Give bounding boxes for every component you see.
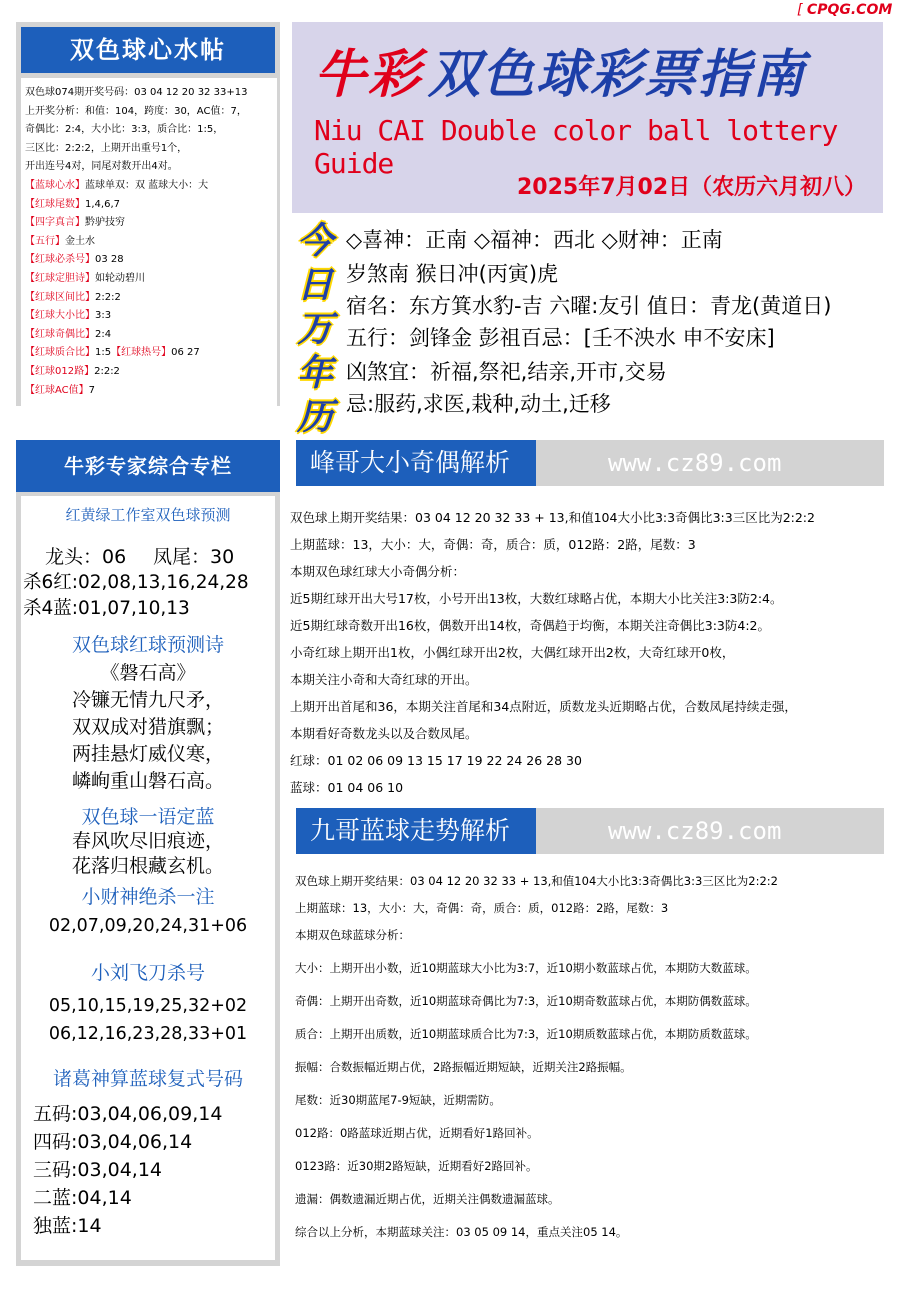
tip-value: 06 27 — [171, 347, 200, 359]
analysis-line: 近5期红球奇数开出16枚，偶数开出14枚，奇偶趋于均衡，本期关注奇偶比3:3防4:2。 — [290, 618, 771, 633]
tip-tag: 【红球热号】 — [111, 347, 172, 359]
page-title: 双色球彩票指南 — [428, 45, 807, 105]
blue-analysis-line: 质合：上期开出质数，近10期蓝球质合比为7:3，近10期质数蓝球占优，本期防质数蓝球。 — [295, 1027, 757, 1041]
almanac-line: ◇喜神：正南 ◇福神：西北 ◇财神：正南 — [346, 228, 723, 252]
almanac-title-char: 万 — [296, 309, 333, 350]
liu-lines — [21, 992, 275, 1048]
almanac-title-char: 今 — [296, 221, 333, 262]
almanac-line: 凶煞宜：祈福,祭祀,结亲,开市,交易 — [346, 360, 667, 384]
blue-phrase-heading: 双色球一语定蓝 — [81, 806, 215, 828]
blue-analysis-line: 本期双色球蓝球分析： — [295, 928, 410, 942]
analysis-line: 红球：01 02 06 09 13 15 17 19 22 24 26 28 30 — [290, 753, 582, 768]
tip-value: 2:4 — [95, 328, 112, 340]
zhuge-heading: 诸葛神算蓝球复式号码 — [52, 1068, 243, 1090]
site-tag: [ CPQG.COM — [797, 2, 893, 18]
almanac-line: 岁煞南 猴日冲(丙寅)虎 — [346, 262, 559, 286]
blue-analysis-line: 综合以上分析，本期蓝球关注：03 05 09 14，重点关注05 14。 — [295, 1225, 628, 1239]
almanac-title-char: 历 — [296, 397, 333, 438]
analysis-line: 上期蓝球：13，大小：大，奇偶：奇，质合：质，012路：2路，尾数：3 — [290, 537, 696, 552]
zhuge-lines-line: 五码:03,04,06,09,14 — [33, 1103, 223, 1125]
tip-value: 蓝球单双：双 蓝球大小：大 — [85, 179, 209, 191]
tip-line — [25, 382, 275, 401]
analysis-line: 小奇红球上期开出1枚，小偶红球开出2枚，大偶红球开出2枚，大奇红球开0枚， — [290, 645, 735, 660]
tip-value: 2:2:2 — [95, 291, 121, 303]
section2-banner — [296, 808, 884, 854]
analysis-line: 本期看好奇数龙头以及合数凤尾。 — [290, 726, 478, 741]
panel-title-bar — [16, 440, 280, 492]
tip-line — [25, 363, 275, 382]
blue-analysis-line: 尾数：近30期蓝尾7-9短缺，近期需防。 — [295, 1093, 501, 1107]
zhuge-lines-line: 四码:03,04,06,14 — [33, 1131, 193, 1153]
almanac-line: 五行：剑锋金 彭祖百忌：[壬不泱水 申不安床] — [346, 326, 775, 350]
tip-value: 如轮动碧川 — [95, 272, 145, 284]
tip-line — [25, 289, 275, 308]
tip-value: 3:3 — [95, 310, 112, 322]
blue-analysis-line: 遗漏：偶数遗漏近期占优，近期关注偶数遗漏蓝球。 — [295, 1192, 560, 1206]
blue-analysis-line: 012路：0路蓝球近期占优，近期看好1路回补。 — [295, 1126, 539, 1140]
analysis-line: 上期开出首尾和36，本期关注首尾和34点附近，质数龙头近期略占优，合数凤尾持续走强， — [290, 699, 797, 714]
tip-value: 03 28 — [95, 254, 124, 266]
tip-line — [25, 307, 275, 326]
tip-tag: 【红球大小比】 — [25, 310, 95, 322]
section1-url: www.cz89.com — [608, 449, 782, 477]
blue-analysis-line: 振幅：合数振幅近期占优，2路振幅近期短缺，近期关注2路振幅。 — [295, 1060, 632, 1074]
blue-phrase-lines-line: 春风吹尽旧痕迹， — [71, 830, 224, 852]
poem-title: 《磐石高》 — [100, 662, 196, 684]
blue-phrase-lines — [21, 829, 275, 879]
blue-analysis-line: 双色球上期开奖结果：03 04 12 20 32 33 + 13,和值104大小比3:3奇偶比3:3三区比为2:2:2 — [295, 874, 778, 888]
poem-lines-line: 冷镰无情九尺矛， — [71, 689, 224, 711]
tip-tag: 【五行】 — [25, 235, 65, 247]
tip-line — [25, 103, 275, 122]
section1-title: 峰哥大小奇偶解析 — [310, 448, 511, 477]
tip-tag: 【四字真言】 — [25, 217, 85, 229]
tip-tag: 【红球区间比】 — [25, 291, 95, 303]
tip-line — [25, 121, 275, 140]
analysis-line: 双色球上期开奖结果：03 04 12 20 32 33 + 13,和值104大小比3:3奇偶比3:3三区比为2:2:2 — [290, 510, 815, 525]
tip-tag: 【红球质合比】 — [25, 347, 95, 359]
almanac-title-char: 年 — [296, 353, 333, 394]
panel-title: 双色球心水帖 — [70, 36, 226, 64]
tip-line — [25, 84, 275, 103]
phoenix-tail: 凤尾：30 — [153, 546, 235, 568]
almanac-line: 忌:服药,求医,栽种,动土,迁移 — [346, 392, 611, 416]
poem-heading: 双色球红球预测诗 — [71, 634, 224, 656]
poem-lines — [21, 687, 275, 795]
zhuge-lines-line: 三码:03,04,14 — [33, 1159, 163, 1181]
blue-analysis-line: 大小：上期开出小数，近10期蓝球大小比为3:7，近10期小数蓝球占优，本期防大数蓝球。 — [295, 961, 757, 975]
tip-tag: 【红球012路】 — [25, 365, 95, 377]
tip-line — [25, 196, 275, 215]
section1-banner — [296, 440, 884, 486]
tip-value: 奇偶比：2:4，大小比：3:3，质合比：1:5， — [25, 124, 224, 136]
dragon-head: 龙头：06 — [45, 546, 127, 568]
tip-tag: 【红球AC值】 — [25, 384, 89, 396]
panel-title-bar — [21, 27, 275, 73]
tip-tag: 【红球尾数】 — [25, 198, 85, 210]
blue-analysis-line: 奇偶：上期开出奇数，近10期蓝球奇偶比为7:3，近10期奇数蓝球占优，本期防偶数蓝球。 — [295, 994, 757, 1008]
tip-line — [25, 251, 275, 270]
tip-value: 7 — [88, 384, 96, 396]
poem-lines-line: 双双成对猎旗飘； — [71, 716, 224, 738]
tip-value: 黔驴技穷 — [85, 217, 125, 229]
issue-date: 2025年7月02日（农历六月初八） — [517, 175, 867, 200]
tip-value: 1:5 — [95, 347, 112, 359]
english-title: Niu CAI Double color ball lottery Guide — [314, 114, 838, 180]
tip-value: 双色球074期开奖号码：03 04 12 20 32 33+13 — [25, 87, 248, 98]
poem-lines-line: 嶙峋重山磐石高。 — [71, 770, 224, 792]
analysis-line: 蓝球：01 04 06 10 — [290, 780, 404, 795]
almanac-side-title — [290, 220, 340, 440]
tip-line — [25, 177, 275, 196]
blue-phrase-lines-line: 花落归根藏玄机。 — [71, 855, 224, 877]
tip-line — [25, 140, 275, 159]
analysis-line: 近5期红球开出大号17枚，小号开出13枚，大数红球略占优，本期大小比关注3:3防2:4。 — [290, 591, 783, 606]
liu-heading: 小刘飞刀杀号 — [90, 962, 205, 984]
tip-line — [25, 270, 275, 289]
analysis-line: 本期关注小奇和大奇红球的开出。 — [290, 672, 478, 687]
analysis-line: 本期双色球红球大小奇偶分析： — [290, 564, 466, 579]
zhuge-lines — [33, 1100, 275, 1240]
tip-line — [25, 344, 275, 363]
blue-analysis-line: 0123路：近30期2路短缺，近期看好2路回补。 — [295, 1159, 538, 1173]
blue-analysis-line: 上期蓝球：13，大小：大，奇偶：奇，质合：质，012路：2路，尾数：3 — [295, 901, 669, 915]
zhuge-lines-line: 二蓝:04,14 — [33, 1187, 132, 1209]
tip-value: 金土水 — [65, 235, 95, 247]
studio-heading: 红黄绿工作室双色球预测 — [65, 506, 231, 524]
page-header — [292, 22, 883, 213]
almanac-title-char: 日 — [296, 265, 333, 306]
brand-name: 牛彩 — [314, 45, 423, 105]
panel-title: 牛彩专家综合专栏 — [64, 454, 232, 478]
caishen-heading: 小财神绝杀一注 — [81, 886, 215, 908]
tip-tag: 【红球必杀号】 — [25, 254, 95, 266]
tip-value: 三区比：2:2:2，上期开出重号1个， — [25, 142, 188, 154]
tip-line — [25, 233, 275, 252]
tip-value: 1,4,6,7 — [85, 198, 120, 210]
kill-blue-numbers: 杀4蓝:01,07,10,13 — [23, 598, 190, 619]
tip-tag: 【红球定胆诗】 — [25, 272, 95, 284]
tip-value: 开出连号4对，同尾对数开出4对。 — [25, 161, 178, 173]
tip-line — [25, 326, 275, 345]
tip-line — [25, 158, 275, 177]
tip-value: 上开奖分析：和值：104，跨度：30，AC值：7， — [25, 105, 247, 117]
lottery-tips-panel — [16, 22, 280, 406]
poem-lines-line: 两挂悬灯威仪寒， — [71, 743, 224, 765]
tip-value: 2:2:2 — [94, 365, 120, 377]
expert-column-panel — [16, 440, 280, 1266]
tip-tag: 【蓝球心水】 — [25, 179, 85, 191]
liu-lines-line: 06,12,16,23,28,33+01 — [48, 1024, 248, 1044]
kill-red-numbers: 杀6红:02,08,13,16,24,28 — [23, 572, 249, 593]
expert-column-body — [21, 496, 275, 1260]
section2-title: 九哥蓝球走势解析 — [310, 816, 511, 845]
section2-url: www.cz89.com — [608, 817, 782, 845]
tip-line — [25, 214, 275, 233]
almanac-line: 宿名：东方箕水豹-吉 六曜:友引 值日：青龙(黄道日) — [346, 294, 832, 318]
caishen-numbers: 02,07,09,20,24,31+06 — [48, 916, 248, 936]
tips-list — [21, 78, 277, 406]
tip-tag: 【红球奇偶比】 — [25, 328, 95, 340]
zhuge-lines-line: 独蓝:14 — [33, 1215, 102, 1237]
liu-lines-line: 05,10,15,19,25,32+02 — [48, 996, 248, 1016]
